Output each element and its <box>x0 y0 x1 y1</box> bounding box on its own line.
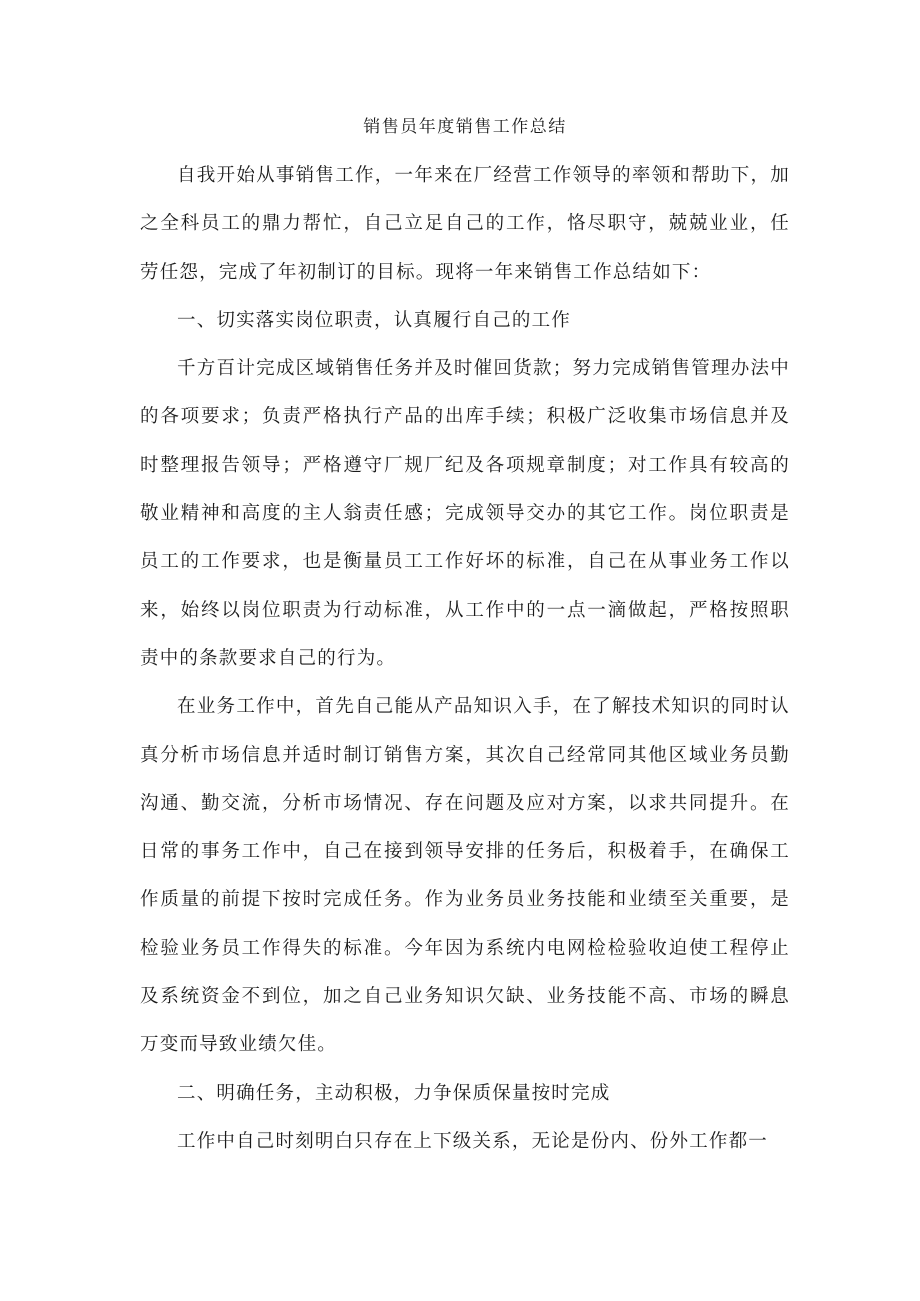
paragraph-business-work: 在业务工作中，首先自己能从产品知识入手，在了解技术知识的同时认真分析市场信息并适时制订销售方案，其次自己经常同其他区域业务员勤沟通、勤交流，分析市场情况、存在问题及应对方案，以求共同提升。在日常的事务工作中，自己在接到领导安排的任务后，积极着手，在确保工作质量的前提下按时完成任务。作为业务员业务技能和业绩至关重要，是检验业务员工作得失的标准。今年因为系统内电网检检验收迫使工程停止及系统资金不到位，加之自己业务知识欠缺、业务技能不高、市场的瞬息万变而导致业绩欠佳。 <box>140 696 790 1056</box>
document-title: 销售员年度销售工作总结 <box>363 117 567 137</box>
section-heading-1: 一、切实落实岗位职责，认真履行自己的工作 <box>177 309 572 331</box>
paragraph-duties: 千方百计完成区域销售任务并及时催回货款；努力完成销售管理办法中的各项要求；负责严格执行产品的出库手续；积极广泛收集市场信息并及时整理报告领导；严格遵守厂规厂纪及各项规章制度；对工作具有较高的敬业精神和高度的主人翁责任感；完成领导交办的其它工作。岗位职责是员工的工作要求，也是衡量员工工作好坏的标准，自己在从事业务工作以来，始终以岗位职责为行动标准，从工作中的一点一滴做起，严格按照职责中的条款要求自己的行为。 <box>140 358 790 669</box>
section-heading-2: 二、明确任务，主动积极，力争保质保量按时完成 <box>177 1082 611 1104</box>
paragraph-intro: 自我开始从事销售工作，一年来在厂经营工作领导的率领和帮助下，加之全科员工的鼎力帮忙，自己立足自己的工作，恪尽职守，兢兢业业，任劳任怨，完成了年初制订的目标。现将一年来销售工作总结如下： <box>140 165 790 283</box>
document-body <box>140 112 790 1166</box>
paragraph-tasks: 工作中自己时刻明白只存在上下级关系，无论是份内、份外工作都一 <box>177 1130 769 1152</box>
